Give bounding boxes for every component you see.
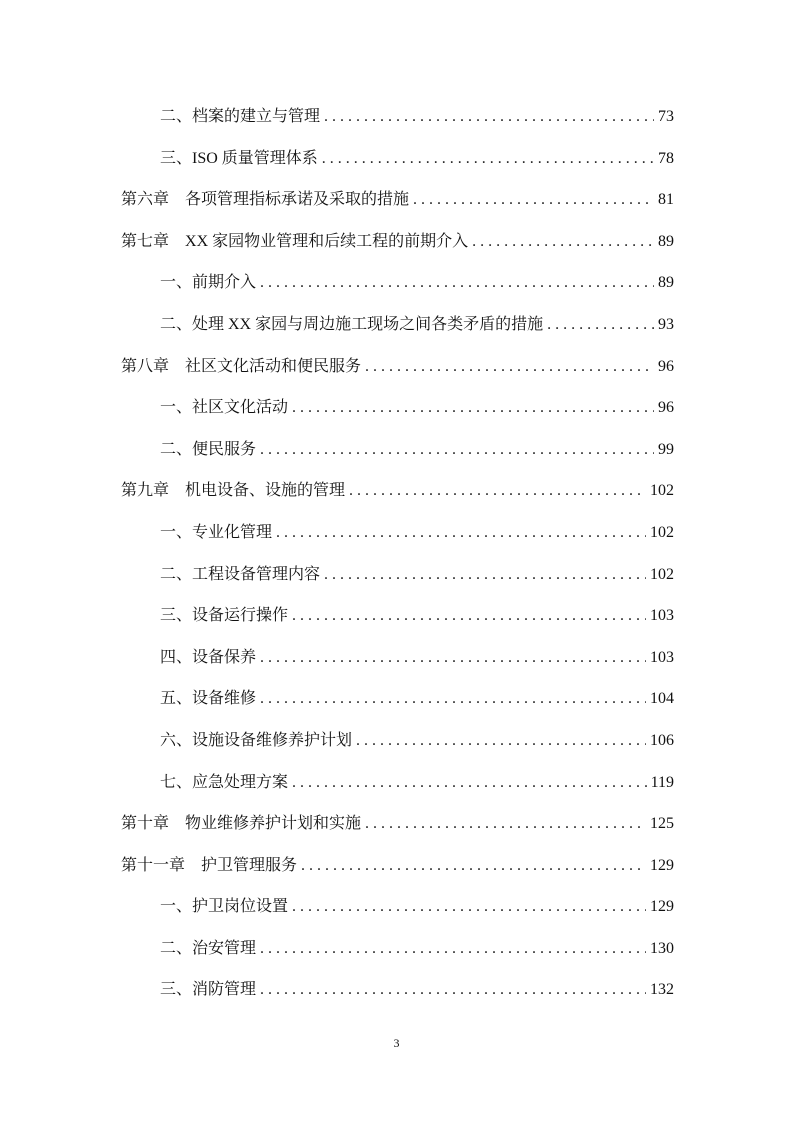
entry-page-number: 125 xyxy=(650,815,674,833)
entry-page-number: 129 xyxy=(650,898,674,916)
toc-section-entry[interactable] xyxy=(121,937,674,979)
entry-title: 三、ISO 质量管理体系 xyxy=(160,149,318,167)
toc-section-entry[interactable] xyxy=(121,604,674,646)
dot-leader xyxy=(349,479,646,503)
entry-page-number: 102 xyxy=(650,523,674,541)
toc-section-entry[interactable] xyxy=(121,271,674,313)
entry-page-number: 96 xyxy=(658,357,674,375)
entry-page-number: 99 xyxy=(658,440,674,458)
dot-leader xyxy=(472,230,654,254)
chapter-number: 第十一章 xyxy=(121,856,186,874)
entry-page-number: 106 xyxy=(650,731,674,749)
entry-title: 五、设备维修 xyxy=(160,690,257,708)
entry-title: 社区文化活动和便民服务 xyxy=(185,357,362,375)
entry-page-number: 78 xyxy=(658,149,674,167)
toc-section-entry[interactable] xyxy=(121,396,674,438)
entry-title: 二、处理 XX 家园与周边施工现场之间各类矛盾的措施 xyxy=(160,315,544,333)
entry-title: 物业维修养护计划和实施 xyxy=(185,815,362,833)
dot-leader xyxy=(547,313,654,337)
entry-page-number: 102 xyxy=(650,482,674,500)
entry-page-number: 81 xyxy=(658,191,674,209)
toc-chapter-entry[interactable] xyxy=(121,479,674,521)
dot-leader xyxy=(260,937,646,961)
toc-section-entry[interactable] xyxy=(121,771,674,813)
entry-page-number: 73 xyxy=(658,108,674,125)
entry-page-number: 89 xyxy=(658,232,674,250)
chapter-number: 第七章 xyxy=(121,232,170,250)
dot-leader xyxy=(292,895,646,919)
toc-chapter-entry[interactable] xyxy=(121,812,674,854)
dot-leader xyxy=(260,687,646,711)
dot-leader xyxy=(292,771,647,795)
toc-section-entry[interactable] xyxy=(121,147,674,189)
entry-page-number: 89 xyxy=(658,274,674,292)
dot-leader xyxy=(276,521,646,545)
toc-section-entry[interactable] xyxy=(121,895,674,937)
dot-leader xyxy=(260,271,654,295)
page-number: 3 xyxy=(393,1036,400,1050)
entry-title: 六、设施设备维修养护计划 xyxy=(160,731,353,749)
entry-page-number: 132 xyxy=(650,981,674,999)
entry-title: 二、工程设备管理内容 xyxy=(160,565,321,583)
dot-leader xyxy=(292,396,654,420)
toc-chapter-entry[interactable] xyxy=(121,355,674,397)
toc-section-entry[interactable] xyxy=(121,438,674,480)
dot-leader xyxy=(365,812,646,836)
entry-title: 二、便民服务 xyxy=(160,440,257,458)
toc-section-entry[interactable] xyxy=(121,687,674,729)
toc-section-entry[interactable] xyxy=(121,521,674,563)
dot-leader xyxy=(365,355,654,379)
entry-title: 一、专业化管理 xyxy=(160,523,273,541)
toc-chapter-entry[interactable] xyxy=(121,854,674,896)
dot-leader xyxy=(322,147,654,171)
dot-leader xyxy=(324,105,654,129)
toc-chapter-entry[interactable] xyxy=(121,188,674,230)
entry-title: 机电设备、设施的管理 xyxy=(185,482,346,500)
toc-section-entry[interactable] xyxy=(121,729,674,771)
entry-page-number: 129 xyxy=(650,856,674,874)
entry-title: 三、设备运行操作 xyxy=(160,607,289,625)
entry-title: 护卫管理服务 xyxy=(201,856,298,874)
entry-page-number: 96 xyxy=(658,399,674,417)
entry-title: 一、护卫岗位设置 xyxy=(160,898,289,916)
entry-title: 三、消防管理 xyxy=(160,981,257,999)
toc-section-entry[interactable] xyxy=(121,563,674,605)
entry-page-number: 102 xyxy=(650,565,674,583)
chapter-number: 第八章 xyxy=(121,357,170,375)
entry-page-number: 93 xyxy=(658,315,674,333)
table-of-contents xyxy=(121,105,674,1020)
entry-title: 二、治安管理 xyxy=(160,939,257,957)
entry-title: XX 家园物业管理和后续工程的前期介入 xyxy=(185,232,469,250)
entry-page-number: 130 xyxy=(650,939,674,957)
dot-leader xyxy=(301,854,646,878)
toc-section-entry[interactable] xyxy=(121,978,674,1020)
entry-page-number: 104 xyxy=(650,690,674,708)
entry-page-number: 119 xyxy=(650,773,674,791)
entry-title: 七、应急处理方案 xyxy=(160,773,289,791)
entry-title: 一、前期介入 xyxy=(160,274,257,292)
dot-leader xyxy=(260,438,654,462)
chapter-number: 第十章 xyxy=(121,815,170,833)
entry-page-number: 103 xyxy=(650,648,674,666)
toc-chapter-entry[interactable] xyxy=(121,230,674,272)
dot-leader xyxy=(324,563,646,587)
dot-leader xyxy=(413,188,654,212)
dot-leader xyxy=(356,729,646,753)
toc-section-entry[interactable] xyxy=(121,105,674,147)
chapter-number: 第六章 xyxy=(121,191,170,209)
chapter-number: 第九章 xyxy=(121,482,170,500)
toc-section-entry[interactable] xyxy=(121,646,674,688)
entry-title: 四、设备保养 xyxy=(160,648,257,666)
dot-leader xyxy=(260,646,646,670)
entry-title: 二、档案的建立与管理 xyxy=(160,108,321,125)
dot-leader xyxy=(260,978,646,1002)
dot-leader xyxy=(292,604,646,628)
entry-page-number: 103 xyxy=(650,607,674,625)
toc-section-entry[interactable] xyxy=(121,313,674,355)
entry-title: 各项管理指标承诺及采取的措施 xyxy=(185,191,410,209)
entry-title: 一、社区文化活动 xyxy=(160,399,289,417)
